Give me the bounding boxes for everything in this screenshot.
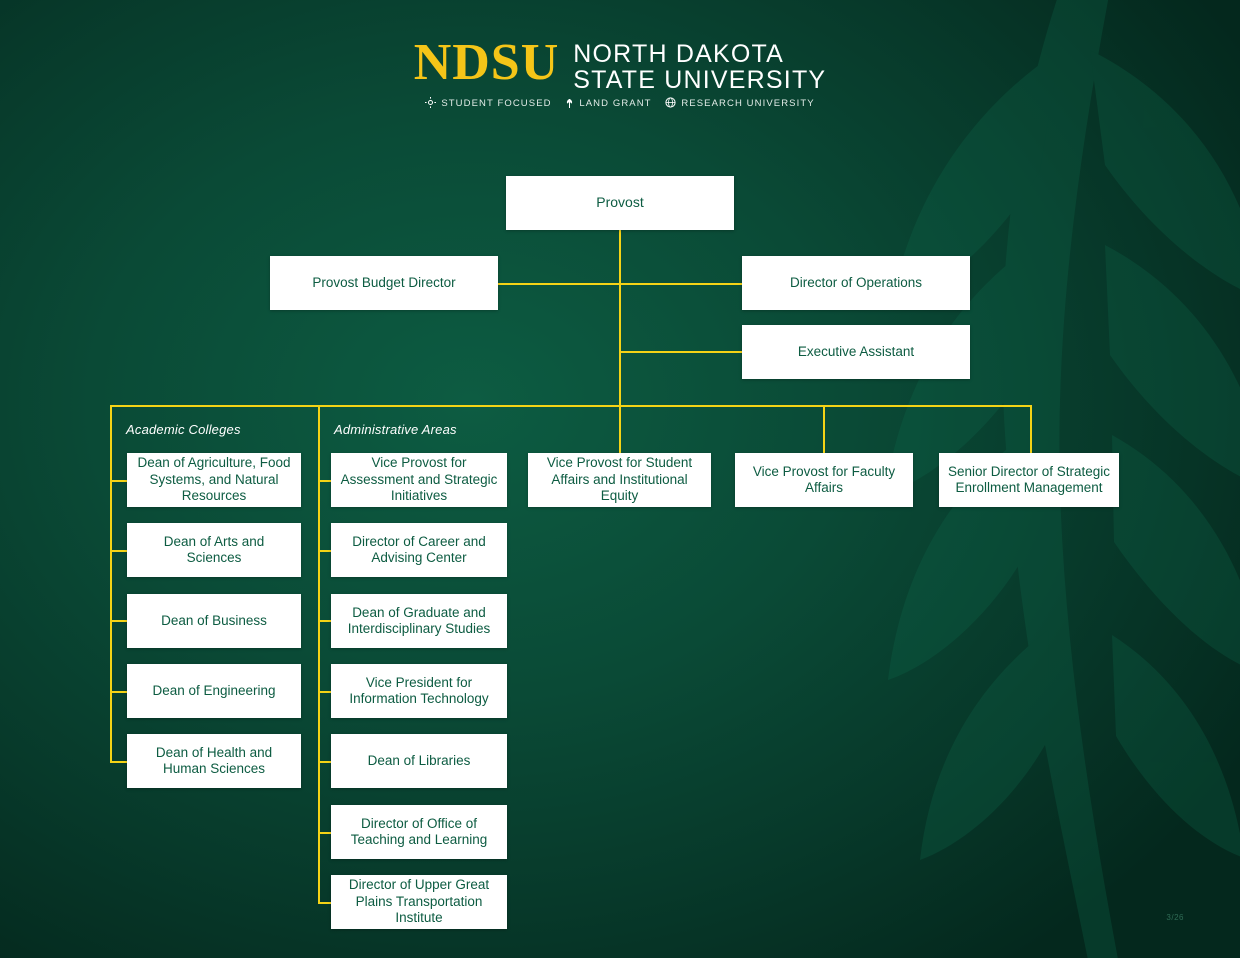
node-dean-engineering[interactable]: Dean of Engineering xyxy=(127,664,301,718)
connector-tick-college-2 xyxy=(110,550,128,552)
sun-icon xyxy=(425,97,436,111)
connector-executive-assistant xyxy=(619,351,743,353)
node-senior-director-strategic-enrollment[interactable]: Senior Director of Strategic Enrollment Management xyxy=(939,453,1119,507)
tagline-item-research-university xyxy=(665,97,814,111)
node-director-career-advising[interactable]: Director of Career and Advising Center xyxy=(331,523,507,577)
connector-tick-college-3 xyxy=(110,620,128,622)
tagline-label-research-university: RESEARCH UNIVERSITY xyxy=(681,98,815,109)
connector-colleges-rail xyxy=(110,405,112,762)
tagline-item-student-focused xyxy=(425,97,551,111)
node-dean-graduate-studies[interactable]: Dean of Graduate and Interdisciplinary Studies xyxy=(331,594,507,648)
node-vice-provost-assessment[interactable]: Vice Provost for Assessment and Strategic Initiatives xyxy=(331,453,507,507)
node-director-ugpti[interactable]: Director of Upper Great Plains Transportation Institute xyxy=(331,875,507,929)
node-dean-business[interactable]: Dean of Business xyxy=(127,594,301,648)
node-provost[interactable]: Provost xyxy=(506,176,734,230)
connector-tick-college-1 xyxy=(110,480,128,482)
node-vice-provost-faculty-affairs[interactable]: Vice Provost for Faculty Affairs xyxy=(735,453,913,507)
ndsu-logo-mark: NDSU xyxy=(413,34,560,91)
ndsu-tagline xyxy=(0,96,1240,111)
node-director-of-operations[interactable]: Director of Operations xyxy=(742,256,970,310)
ndsu-logo xyxy=(0,34,1240,94)
tagline-label-student-focused: STUDENT FOCUSED xyxy=(441,98,552,109)
connector-director-operations xyxy=(619,283,743,285)
wheat-icon xyxy=(565,96,574,111)
node-vice-provost-student-affairs[interactable]: Vice Provost for Student Affairs and Institutional Equity xyxy=(528,453,711,507)
connector-tick-college-4 xyxy=(110,691,128,693)
node-executive-assistant[interactable]: Executive Assistant xyxy=(742,325,970,379)
globe-icon xyxy=(665,97,676,111)
node-provost-budget-director[interactable]: Provost Budget Director xyxy=(270,256,498,310)
connector-distribution-bar xyxy=(110,405,1032,407)
node-dean-agriculture[interactable]: Dean of Agriculture, Food Systems, and Natural Resources xyxy=(127,453,301,507)
connector-tick-college-5 xyxy=(110,761,128,763)
node-dean-health-human-sciences[interactable]: Dean of Health and Human Sciences xyxy=(127,734,301,788)
page-number: 3/26 xyxy=(1166,913,1184,922)
group-label-academic-colleges: Academic Colleges xyxy=(126,422,241,437)
node-director-teaching-learning[interactable]: Director of Office of Teaching and Learning xyxy=(331,805,507,859)
connector-budget-director xyxy=(497,283,620,285)
node-dean-libraries[interactable]: Dean of Libraries xyxy=(331,734,507,788)
wordmark-line-1: NORTH DAKOTA xyxy=(573,40,784,68)
tagline-item-land-grant xyxy=(565,96,651,111)
node-dean-arts-sciences[interactable]: Dean of Arts and Sciences xyxy=(127,523,301,577)
wordmark-line-2: STATE UNIVERSITY xyxy=(573,65,827,94)
tagline-label-land-grant: LAND GRANT xyxy=(579,98,652,109)
ndsu-wordmark xyxy=(573,38,826,93)
node-vice-president-information-technology[interactable]: Vice President for Information Technology xyxy=(331,664,507,718)
group-label-administrative-areas: Administrative Areas xyxy=(334,422,457,437)
